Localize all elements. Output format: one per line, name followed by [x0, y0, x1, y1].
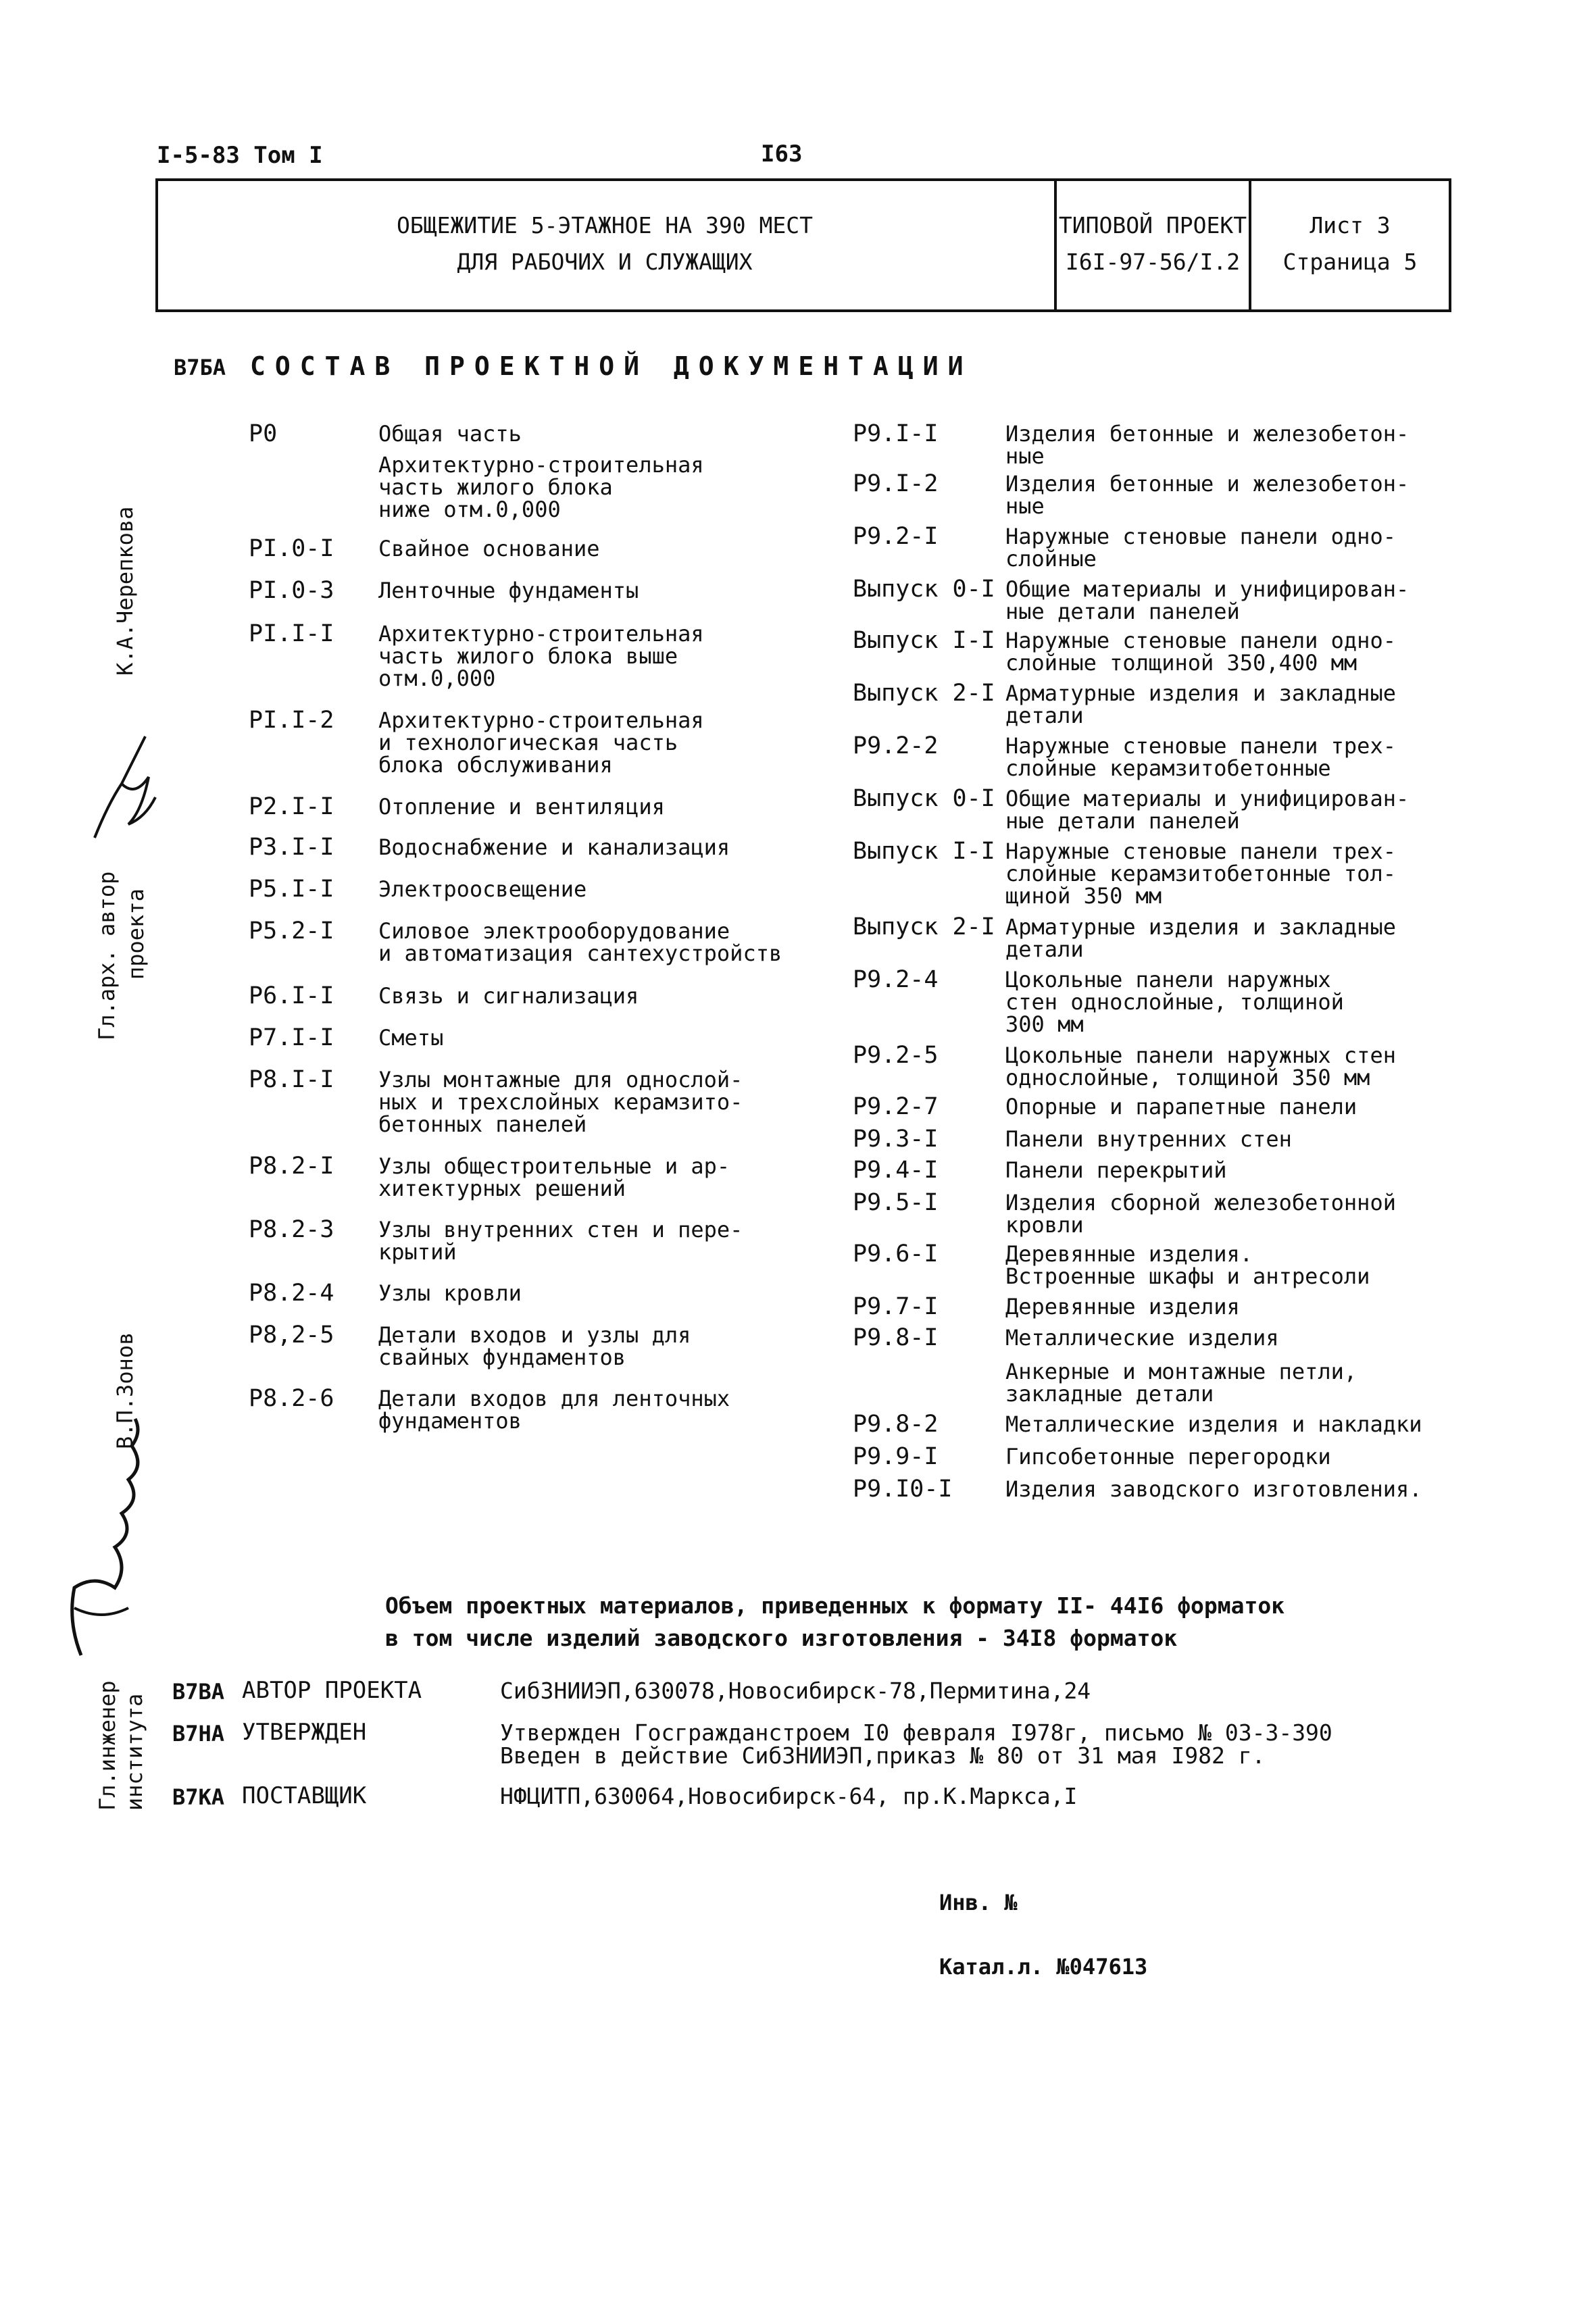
right-column-code: Выпуск 2-I [853, 913, 995, 940]
right-column-code: P9.6-I [853, 1240, 939, 1267]
right-column-title: Наружные стеновые панели одно- слойные толщиной 350,400 мм [1005, 628, 1396, 676]
approved-code: В7НА [172, 1721, 225, 1746]
right-column-title: Панели внутренних стен [1005, 1126, 1292, 1152]
right-column-title: Деревянные изделия [1005, 1294, 1240, 1319]
volume-line2: в том числе изделий заводского изготовления - 34I8 форматок [385, 1625, 1178, 1651]
person1-role [95, 872, 119, 1040]
project-type-label: ТИПОВОЙ ПРОЕКТ [1058, 212, 1247, 238]
right-column-code: P9.8-I [853, 1324, 939, 1351]
right-column-code: Выпуск I-I [853, 838, 995, 865]
project-number: I6I-97-56/I.2 [1065, 249, 1241, 275]
right-column-code: P9.3-I [853, 1126, 939, 1153]
volume-line1: Объем проектных материалов, приведенных к формату II- 44I6 форматок [385, 1592, 1285, 1619]
left-column-title: Детали входов и узлы для свайных фундаментов [378, 1322, 691, 1370]
author-value: СибЗНИИЭП,630078,Новосибирск-78,Пермитина,24 [500, 1678, 1091, 1704]
author-label: АВТОР ПРОЕКТА [242, 1677, 422, 1704]
left-column-title: Узлы внутренних стен и пере- крытий [378, 1217, 743, 1265]
right-column-code: P9.2-2 [853, 732, 939, 759]
series-label: I-5-83 Том I [157, 142, 323, 169]
left-column-code: P3.I-I [249, 834, 334, 861]
page-label: Страница 5 [1282, 249, 1418, 275]
left-column-code: P6.I-I [249, 982, 334, 1009]
supplier-label: ПОСТАВЩИК [242, 1782, 367, 1809]
signature-1-icon [81, 723, 162, 851]
right-column-title: Изделия заводского изготовления. [1005, 1476, 1422, 1502]
right-column-title: Общие материалы и унифицирован- ные детали панелей [1005, 786, 1410, 834]
project-title-line1: ОБЩЕЖИТИЕ 5-ЭТАЖНОЕ НА 390 МЕСТ [397, 212, 813, 238]
left-column-title: Силовое электрооборудование и автоматизация сантехустройств [378, 918, 782, 966]
inventory-number: Инв. № [939, 1890, 1018, 1915]
left-column-code: P8.2-3 [249, 1216, 334, 1243]
right-column-title: Наружные стеновые панели одно- слойные [1005, 524, 1396, 572]
person1-name: К.А.Черепкова [112, 506, 138, 676]
left-column-title: Ленточные фундаменты [378, 578, 639, 603]
right-column-code: P9.2-5 [853, 1042, 939, 1069]
right-column-title: Металлические изделия и накладки [1005, 1411, 1422, 1437]
left-column-title: Узлы кровли [378, 1280, 522, 1306]
supplier-value: НФЦИТП,630064,Новосибирск-64, пр.К.Маркса,I [500, 1783, 1078, 1809]
approved-value: Утвержден Госгражданстроем I0 февраля I978г, письмо № 03-3-390 Введен в действие СибЗНИИЭП,приказ № 80 от 31 мая I982 г. [500, 1719, 1332, 1769]
right-column-title: Анкерные и монтажные петли, закладные детали [1005, 1359, 1357, 1407]
left-column-code: PI.0-I [249, 535, 334, 562]
title-block [155, 178, 1451, 312]
right-column-code: Выпуск 0-I [853, 576, 995, 603]
left-column-title: Электроосвещение [378, 876, 587, 902]
right-column-title: Наружные стеновые панели трех- слойные керамзитобетонные [1005, 733, 1396, 781]
left-column-code: P0 [249, 420, 278, 447]
approved-label: УТВЕРЖДЕН [242, 1719, 367, 1746]
right-column-code: P9.2-7 [853, 1093, 939, 1120]
heading-code: В7БА [174, 355, 226, 380]
left-column-title: Отопление и вентиляция [378, 794, 665, 820]
left-column-code: P8,2-5 [249, 1322, 334, 1349]
doc-title: СОСТАВ ПРОЕКТНОЙ ДОКУМЕНТАЦИИ [250, 351, 973, 381]
left-column-title: Узлы монтажные для однослой- ных и трехслойных керамзито- бетонных панелей [378, 1067, 743, 1137]
left-column-title: Сметы [378, 1025, 444, 1051]
right-column-title: Арматурные изделия и закладные детали [1005, 680, 1396, 728]
left-column-title: Свайное основание [378, 536, 600, 561]
left-column-title: Связь и сигнализация [378, 983, 639, 1009]
left-column-code: PI.I-2 [249, 707, 334, 734]
right-column-title: Арматурные изделия и закладные детали [1005, 914, 1396, 962]
right-column-title: Изделия бетонные и железобетон- ные [1005, 471, 1410, 519]
right-column-code: Выпуск I-I [853, 627, 995, 654]
left-column-code: P7.I-I [249, 1024, 334, 1051]
right-column-code: P9.I0-I [853, 1476, 953, 1503]
left-column-code: P5.2-I [249, 917, 334, 945]
right-column-code: P9.2-4 [853, 966, 939, 993]
sheet-label: Лист 3 [1310, 212, 1391, 238]
right-column-title: Цокольные панели наружных стен однослойные, толщиной 300 мм [1005, 967, 1344, 1037]
left-column-code: PI.I-I [249, 620, 334, 647]
left-column-title: Архитектурно-строительная часть жилого блока ниже отм.0,000 [378, 452, 704, 522]
right-column-code: P9.8-2 [853, 1411, 939, 1438]
left-column-code: P8.2-4 [249, 1280, 334, 1307]
right-column-title: Гипсобетонные перегородки [1005, 1444, 1331, 1469]
left-column-title: Архитектурно-строительная и технологическая часть блока обслуживания [378, 707, 704, 778]
supplier-code: В7КА [172, 1784, 225, 1810]
right-column-code: P9.2-I [853, 523, 939, 550]
project-title-line2: ДЛЯ РАБОЧИХ И СЛУЖАЩИХ [457, 249, 753, 275]
right-column-title: Металлические изделия [1005, 1325, 1279, 1351]
right-column-code: P9.7-I [853, 1293, 939, 1320]
left-column-code: PI.0-3 [249, 577, 334, 604]
left-column-code: P8.2-6 [249, 1385, 334, 1412]
page-number: I63 [761, 141, 803, 168]
left-column-code: P5.I-I [249, 876, 334, 903]
person2-role-line2: института [122, 1693, 147, 1811]
left-column-title: Архитектурно-строительная часть жилого блока выше отм.0,000 [378, 621, 704, 691]
left-column-title: Общая часть [378, 421, 522, 447]
right-column-code: P9.4-I [853, 1157, 939, 1184]
left-column-code: P8.2-I [249, 1153, 334, 1180]
right-column-title: Изделия сборной железобетонной кровли [1005, 1190, 1396, 1238]
signature-2-icon [54, 1405, 155, 1662]
left-column-code: P8.I-I [249, 1066, 334, 1093]
author-code: В7ВА [172, 1679, 225, 1705]
right-column-title: Цокольные панели наружных стен однослойные, толщиной 350 мм [1005, 1042, 1396, 1090]
right-column-code: P9.I-2 [853, 470, 939, 497]
person2-name: В.П.Зонов [112, 1332, 138, 1449]
catalog-number: Катал.л. №047613 [939, 1954, 1148, 1980]
left-column-title: Водоснабжение и канализация [378, 834, 730, 860]
right-column-code: Выпуск 0-I [853, 785, 995, 812]
person1-role-line2: проекта [123, 888, 149, 980]
left-column-code: P2.I-I [249, 793, 334, 820]
right-column-title: Общие материалы и унифицирован- ные детали панелей [1005, 576, 1410, 624]
right-column-code: P9.I-I [853, 420, 939, 447]
right-column-title: Панели перекрытий [1005, 1157, 1227, 1183]
right-column-title: Деревянные изделия. Встроенные шкафы и антресоли [1005, 1241, 1370, 1289]
person2-role-line1: Гл.инженер [95, 1680, 120, 1811]
left-column-title: Детали входов для ленточных фундаментов [378, 1386, 730, 1434]
right-column-code: P9.5-I [853, 1189, 939, 1216]
right-column-title: Изделия бетонные и железобетон- ные [1005, 421, 1410, 469]
right-column-title: Наружные стеновые панели трех- слойные керамзитобетонные тол- щиной 350 мм [1005, 838, 1396, 909]
right-column-title: Опорные и парапетные панели [1005, 1094, 1357, 1120]
right-column-code: Выпуск 2-I [853, 680, 995, 707]
right-column-code: P9.9-I [853, 1443, 939, 1470]
left-column-title: Узлы общестроительные и ар- хитектурных решений [378, 1153, 730, 1201]
person1-role-line1: Гл.арх. автор [94, 871, 120, 1040]
